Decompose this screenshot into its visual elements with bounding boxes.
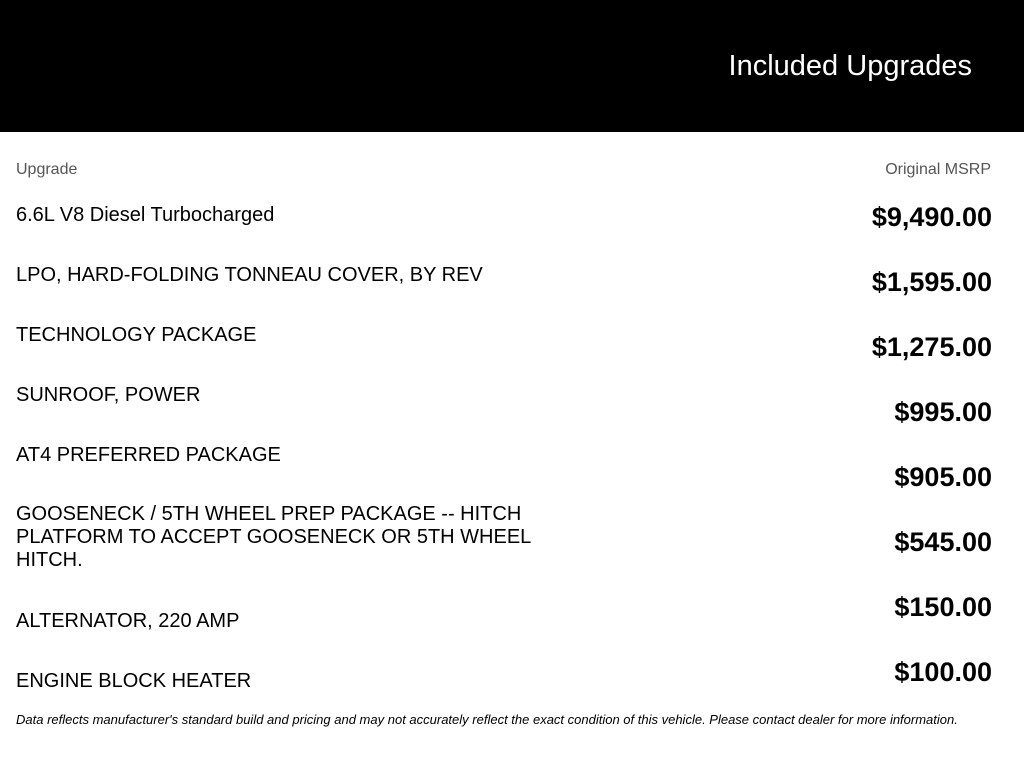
upgrade-name: ALTERNATOR, 220 AMP bbox=[16, 610, 240, 632]
upgrade-price: $100.00 bbox=[894, 657, 992, 687]
upgrade-name: TECHNOLOGY PACKAGE bbox=[16, 324, 257, 346]
disclaimer-text: Data reflects manufacturer's standard build and pricing and may not accurately reflect the exact condition of this vehicle. Please contact dealer for more information. bbox=[16, 712, 958, 727]
upgrade-name: GOOSENECK / 5TH WHEEL PREP PACKAGE -- HITCH PLATFORM TO ACCEPT GOOSENECK OR 5TH WHEEL HITCH. bbox=[16, 503, 531, 571]
upgrade-name: ENGINE BLOCK HEATER bbox=[16, 670, 252, 692]
page-header bbox=[0, 0, 1024, 132]
upgrade-price: $150.00 bbox=[894, 592, 992, 622]
upgrade-price: $9,490.00 bbox=[871, 202, 992, 232]
column-header-msrp: Original MSRP bbox=[885, 161, 991, 178]
upgrade-price: $545.00 bbox=[894, 527, 992, 557]
upgrade-price: $1,275.00 bbox=[871, 332, 992, 362]
upgrade-name: SUNROOF, POWER bbox=[16, 384, 201, 406]
upgrade-price: $905.00 bbox=[894, 462, 992, 492]
upgrade-name: LPO, HARD-FOLDING TONNEAU COVER, BY REV bbox=[16, 264, 483, 286]
page-title: Included Upgrades bbox=[728, 50, 972, 82]
upgrade-name: AT4 PREFERRED PACKAGE bbox=[16, 444, 281, 466]
column-header-upgrade: Upgrade bbox=[16, 161, 78, 178]
upgrade-price: $1,595.00 bbox=[871, 267, 992, 297]
upgrade-name: 6.6L V8 Diesel Turbocharged bbox=[16, 204, 275, 226]
upgrade-price: $995.00 bbox=[894, 397, 992, 427]
